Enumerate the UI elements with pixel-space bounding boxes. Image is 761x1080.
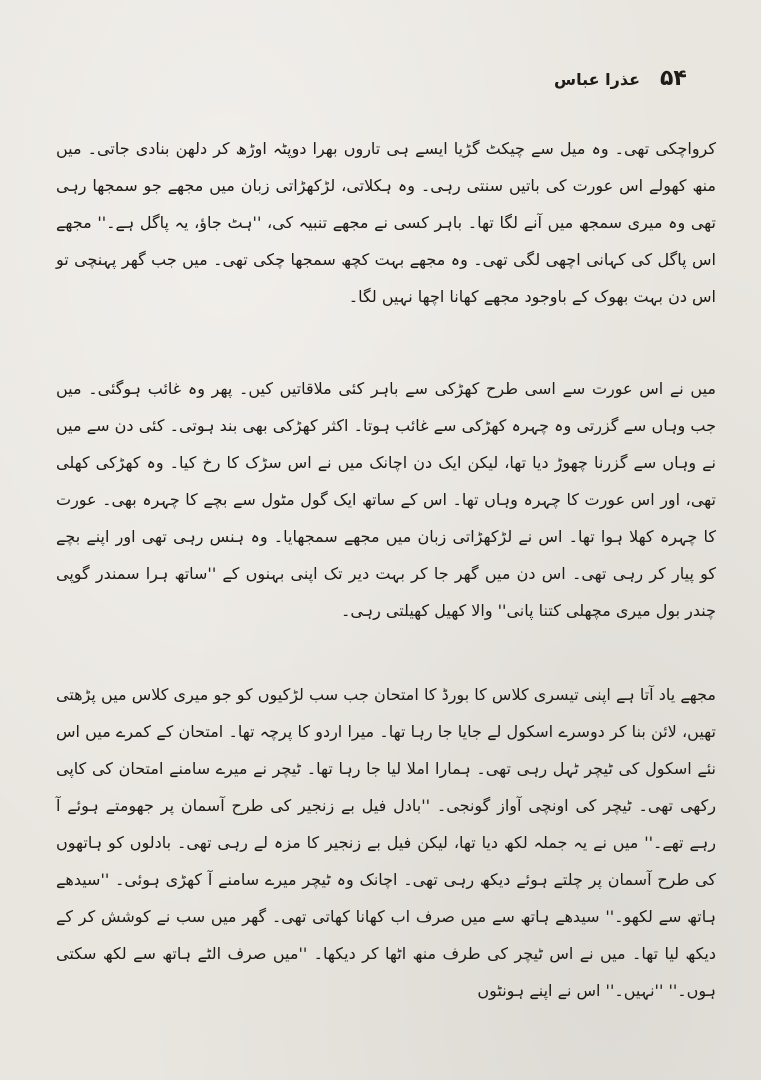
page-body [56, 130, 716, 1009]
page-header [0, 66, 761, 106]
paragraph: مجھے یاد آتا ہے اپنی تیسری کلاس کا بورڈ کا امتحان جب سب لڑکیوں کو جو میری کلاس میں پڑھتی تھیں، لائن بنا کر دوسرے اسکول لے جایا جا رہا تھا۔ میرا اردو کا پرچہ تھا۔ امتحان کے کمرے میں اس نئے اسکول کی ٹیچر ٹہل رہی تھی۔ ہمارا املا لیا جا رہا تھا۔ ٹیچر نے میرے سامنے امتحان کی کاپی رکھی تھی۔ ٹیچر کی اونچی آواز گونجی۔ ''بادل فیل بے زنجیر کی طرح آسمان پر جھومتے ہوئے آ رہے تھے۔'' میں نے یہ جملہ لکھ دیا تھا، لیکن فیل بے زنجیر کا مزہ لے رہی تھی۔ بادلوں کو ہاتھوں کی طرح آسمان پر چلتے ہوئے دیکھ رہی تھی۔ اچانک وہ ٹیچر میرے سامنے آ کھڑی ہوئی۔ ''سیدھے ہاتھ سے لکھو۔'' سیدھے ہاتھ سے میں صرف اب کھانا کھاتی تھی۔ گھر میں سب نے کوشش کر کے دیکھ لیا تھا۔ میں نے اس ٹیچر کی طرف منھ اٹھا کر دیکھا۔ ''میں صرف الٹے ہاتھ سے لکھ سکتی ہوں۔'' ''نہیں۔'' اس نے اپنے ہونٹوں [56, 685, 717, 1000]
paragraph: کرواچکی تھی۔ وہ میل سے چیکٹ گڑیا ایسے ہی تاروں بھرا دوپٹہ اوڑھ کر دلھن بنادی جاتی۔ میں منھ کھولے اس عورت کی باتیں سنتی رہی۔ وہ ہکلاتی، لڑکھڑاتی زبان میں مجھے جو سمجھا رہی تھی وہ میری سمجھ میں آنے لگا تھا۔ باہر کسی نے مجھے تنبیہ کی، ''ہٹ جاؤ، یہ پاگل ہے۔'' مجھے اس پاگل کی کہانی اچھی لگی تھی۔ وہ مجھے بہت کچھ سمجھا چکی تھی۔ میں جب گھر پہنچی تو اس دن بہت بھوک کے باوجود مجھے کھانا اچھا نہیں لگا۔ [56, 139, 716, 306]
running-header-author: عذرا عباس [554, 70, 640, 89]
paragraph: میں نے اس عورت سے اسی طرح کھڑکی سے باہر کئی ملاقاتیں کیں۔ پھر وہ غائب ہوگئی۔ میں جب وہاں سے گزرتی وہ چہرہ کھڑکی سے غائب ہوتا۔ اکثر کھڑکی بھی بند ہوتی۔ کئی دن سے میں نے وہاں سے گزرنا چھوڑ دیا تھا، لیکن ایک دن اچانک میں نے اس سڑک کا رخ کیا۔ وہ کھڑکی کھلی تھی، اور اس عورت کا چہرہ وہاں تھا۔ اس کے ساتھ ایک گول مٹول سے بچے کا چہرہ بھی۔ عورت کا چہرہ کھلا ہوا تھا۔ اس نے لڑکھڑاتی زبان میں مجھے سمجھایا۔ وہ ہنس رہی تھی اور اپنے بچے کو پیار کر رہی تھی۔ اس دن میں گھر جا کر بہت دیر تک اپنی بہنوں کے ''ساتھ ہرا سمندر گوپی چندر بول میری مچھلی کتنا پانی'' والا کھیل کھیلتی رہی۔ [56, 379, 717, 620]
page-number: ۵۴ [660, 66, 687, 91]
